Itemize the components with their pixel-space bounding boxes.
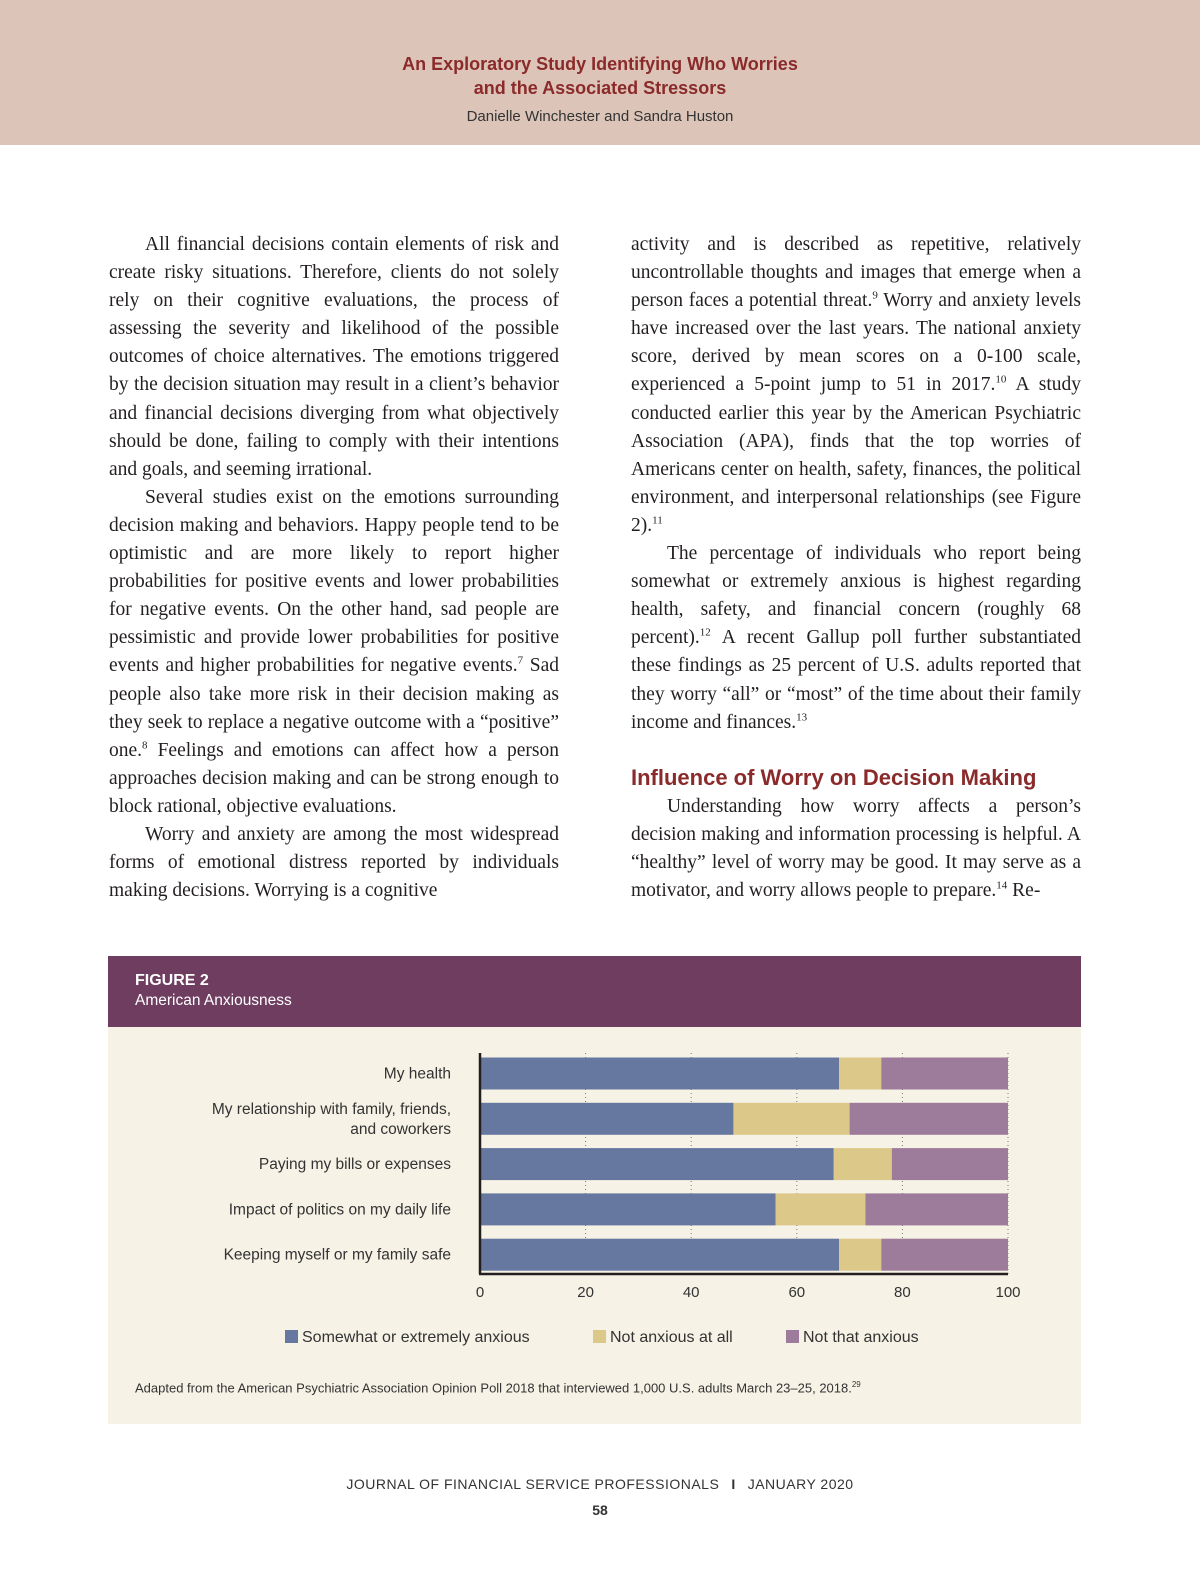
- x-tick-label: 100: [995, 1284, 1021, 1301]
- paragraph: All financial decisions contain elements of risk and create risky situations. Therefore, clients do not solely rely on their cognitive evaluations, the process of assessing the severity and likelihood of the possible outcomes of choice alternatives. The emotions triggered by the decision situation may result in a client’s behavior and financial decisions diverging from what objectively should be done, failing to comply with their intentions and goals, and seeming irrational.: [109, 234, 559, 480]
- figure-label: FIGURE 2: [135, 972, 209, 989]
- bar-segment: [839, 1058, 881, 1090]
- issue-date: JANUARY 2020: [747, 1476, 854, 1492]
- left-column: [109, 231, 559, 905]
- journal-name: JOURNAL OF FINANCIAL SERVICE PROFESSIONALS: [346, 1476, 720, 1492]
- article-title-line-2: and the Associated Stressors: [473, 78, 727, 98]
- page-number: 58: [592, 1502, 608, 1518]
- paragraph-text: Understanding how worry affects a person’s decision making and information processing is helpful. A “healthy” level of worry may be good. It may serve as a motivator, and worry allows people to prepare.: [631, 795, 1081, 901]
- bar-segment: [480, 1058, 839, 1090]
- x-tick-label: 40: [682, 1284, 700, 1301]
- bar-segment: [834, 1148, 892, 1180]
- category-label: Keeping myself or my family safe: [223, 1246, 451, 1264]
- legend-label: Somewhat or extremely anxious: [302, 1329, 530, 1346]
- paragraph-text: Feelings and emotions can affect how a person approaches decision making and can be strong enough to block rational, objective evaluations.: [109, 739, 559, 817]
- stacked-bar-chart: [108, 1027, 1081, 1327]
- bar-segment: [850, 1103, 1008, 1135]
- paragraph: [109, 484, 559, 821]
- paragraph: [631, 231, 1081, 540]
- category-label: My relationship with family, friends,: [211, 1100, 451, 1118]
- x-tick-label: 20: [577, 1284, 594, 1301]
- bar-segment: [776, 1193, 866, 1225]
- paragraph: Worry and anxiety are among the most widespread forms of emotional distress reported by individuals making decisions. Worrying is a cognitive: [109, 823, 559, 902]
- category-label: Impact of politics on my daily life: [228, 1201, 451, 1219]
- bar-segment: [892, 1148, 1008, 1180]
- footnote-ref: 14: [996, 879, 1008, 892]
- bar-segment: [881, 1239, 1008, 1271]
- paragraph-text: A recent Gallup poll further substantiated these findings as 25 percent of U.S. adults reported that they worry “all” or “most” of the time about their family income and finances.: [631, 627, 1081, 733]
- bar-segment: [881, 1058, 1008, 1090]
- figure-title: American Anxiousness: [135, 992, 292, 1009]
- bar-segment: [480, 1239, 839, 1271]
- legend-label: Not that anxious: [803, 1329, 919, 1346]
- x-tick-label: 80: [894, 1284, 911, 1301]
- paragraph: [631, 793, 1081, 905]
- paragraph-text: Worry and anxiety levels have increased over the last years. The national anxiety score, derived by mean scores on a 0-100 scale, experienced a 5-point jump to 51 in 2017.: [631, 290, 1082, 396]
- article-authors: Danielle Winchester and Sandra Huston: [466, 108, 734, 125]
- footnote-ref: 29: [851, 1380, 861, 1389]
- page-footer: [0, 1476, 1200, 1492]
- bar-segment: [865, 1193, 1008, 1225]
- x-tick-label: 0: [475, 1284, 485, 1301]
- legend-swatch: [593, 1330, 606, 1343]
- legend-swatch: [285, 1330, 298, 1343]
- footer-separator: I: [731, 1476, 736, 1492]
- legend-label: Not anxious at all: [610, 1329, 733, 1346]
- legend-swatch: [786, 1330, 799, 1343]
- footnote-ref: 7: [517, 654, 524, 667]
- footnote-ref: 9: [872, 289, 878, 302]
- category-label: Paying my bills or expenses: [258, 1156, 451, 1174]
- paragraph-text: activity and is described as repetitive, relatively uncontrollable thoughts and images that emerge when a person faces a potential threat.: [631, 234, 1081, 312]
- paragraph-text: Sad people also take more risk in their decision making as they seek to replace a negative outcome with a “positive” one.: [109, 655, 560, 761]
- right-column: [631, 231, 1081, 905]
- section-heading: Influence of Worry on Decision Making: [631, 764, 1037, 790]
- bar-segment: [480, 1148, 834, 1180]
- bar-segment: [733, 1103, 849, 1135]
- footnote-ref: 8: [142, 739, 148, 752]
- legend-item-not-anxious-at-all: [593, 1329, 733, 1347]
- article-title-line-1: An Exploratory Study Identifying Who Worries: [402, 54, 798, 74]
- paragraph-text: The percentage of individuals who report being somewhat or extremely anxious is highest regarding health, safety, and financial concern (roughly 68 percent).: [631, 543, 1081, 649]
- footnote-ref: 11: [652, 514, 663, 527]
- legend-item-somewhat-anxious: [285, 1329, 530, 1347]
- paragraph-text: A study conducted earlier this year by the American Psychiatric Association (APA), finds that the top worries of Americans center on health, safety, finances, the political environment, and interpersonal relationships (see Figure 2).: [631, 374, 1082, 536]
- figure-2: [108, 956, 1081, 1424]
- bar-segment: [480, 1103, 733, 1135]
- figure-header: [108, 956, 1081, 1027]
- legend-item-not-that-anxious: [786, 1329, 919, 1347]
- category-label: and coworkers: [350, 1120, 451, 1138]
- bar-segment: [839, 1239, 881, 1271]
- footnote-ref: 10: [995, 373, 1007, 386]
- category-label: My health: [383, 1065, 451, 1083]
- figure-source-note: [135, 1380, 861, 1395]
- paragraph-text: Re-: [1007, 879, 1041, 901]
- footnote-ref: 12: [699, 626, 711, 639]
- source-text: Adapted from the American Psychiatric Association Opinion Poll 2018 that interviewed 1,000 U.S. adults March 23–25, 2018.: [135, 1380, 852, 1396]
- footnote-ref: 13: [796, 711, 808, 724]
- bar-segment: [480, 1193, 776, 1225]
- paragraph-text: Several studies exist on the emotions surrounding decision making and behaviors. Happy people tend to be optimistic and are more likely to report higher probabilities for positive events and lower probabilities for negative events. On the other hand, sad people are pessimistic and provide lower probabilities for positive events and higher probabilities for negative events.: [109, 486, 559, 677]
- paragraph: [631, 540, 1081, 737]
- running-header: [0, 0, 1200, 145]
- x-tick-label: 60: [788, 1284, 806, 1301]
